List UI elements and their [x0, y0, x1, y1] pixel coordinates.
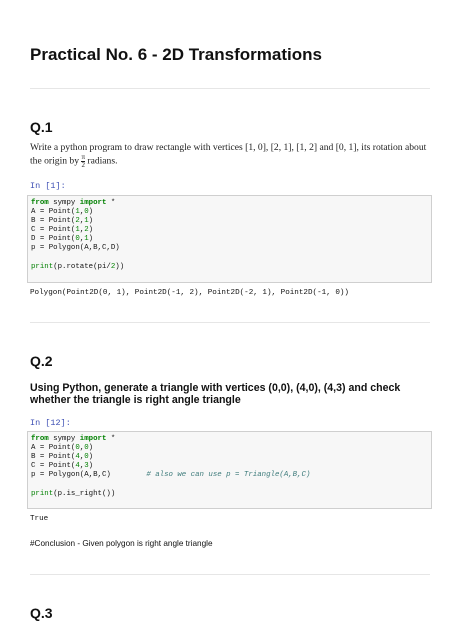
q2-code-cell[interactable] — [27, 431, 432, 509]
page-title: Practical No. 6 - 2D Transformations — [30, 45, 322, 64]
q1-code-cell[interactable] — [27, 195, 432, 283]
q2-code: from sympy import * A = Point(0,0) B = Point(4,0) C = Point(4,3) p = Polygon(A,B,C) # also we can use p = Triangle(A,B,C) print(p.is_right()) — [31, 435, 311, 498]
q1-code: from sympy import * A = Point(1,0) B = Point(2,1) C = Point(1,2) D = Point(0,1) p = Polygon(A,B,C,D) print(p.rotate(pi/2)) — [31, 199, 125, 271]
divider — [30, 322, 430, 323]
divider — [30, 574, 430, 575]
divider — [30, 88, 430, 89]
fraction-denominator: 2 — [81, 161, 85, 169]
q2-conclusion: #Conclusion - Given polygon is right angle triangle — [30, 539, 213, 548]
q2-code-comment: # also we can use p = Triangle(A,B,C) — [146, 471, 311, 480]
q2-heading: Q.2 — [30, 353, 53, 369]
q3-heading: Q.3 — [30, 605, 53, 621]
q1-input-prompt: In [1]: — [30, 181, 66, 191]
q2-input-prompt: In [12]: — [30, 418, 71, 428]
q1-question-post: radians. — [84, 155, 118, 167]
q1-heading: Q.1 — [30, 119, 53, 135]
q1-question-pre: Write a python program to draw rectangle with vertices [1, 0], [2, 1], [1, 2] and [0, 1], its rotation about the origin by — [30, 142, 427, 167]
q2-question: Using Python, generate a triangle with vertices (0,0), (4,0), (4,3) and check whether the triangle is right angle triangle — [30, 382, 401, 406]
q2-output: True — [30, 515, 49, 523]
fraction-numerator: π — [81, 153, 85, 161]
q1-output: Polygon(Point2D(0, 1), Point2D(-1, 2), Point2D(-2, 1), Point2D(-1, 0)) — [30, 289, 349, 297]
q1-question — [30, 142, 430, 169]
